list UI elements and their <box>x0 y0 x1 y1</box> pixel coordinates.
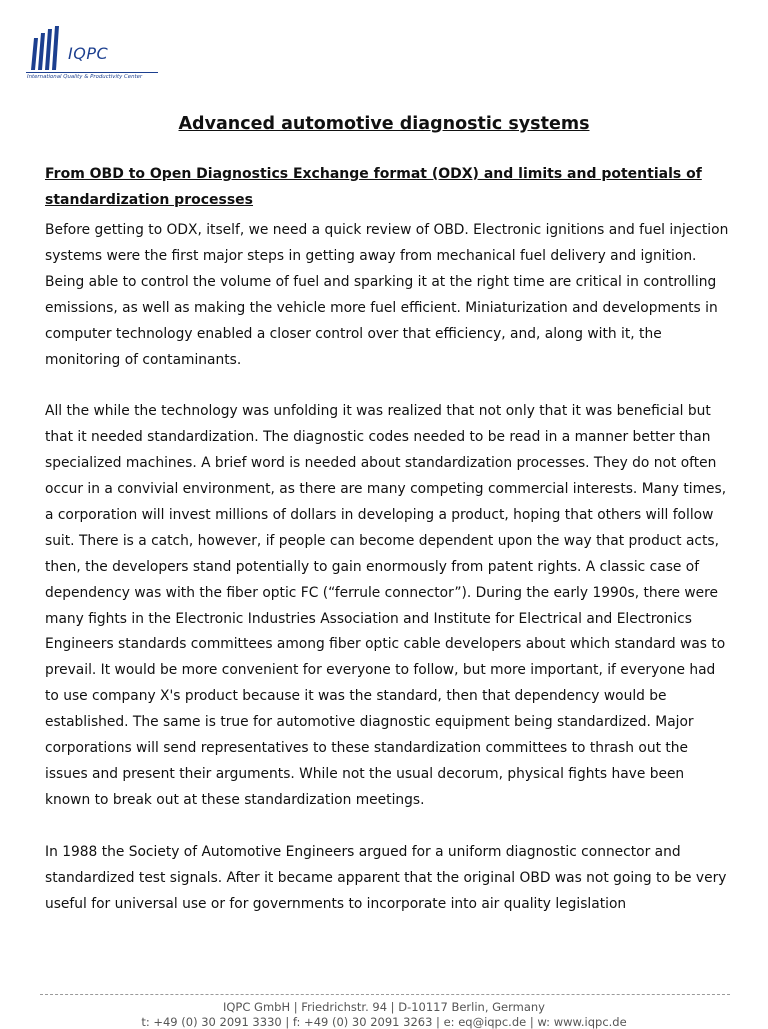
document-subtitle: From OBD to Open Diagnostics Exchange format (ODX) and limits and potentials of standardization processes <box>45 166 702 208</box>
footer-contact: t: +49 (0) 30 2091 3330 | f: +49 (0) 30 2091 3263 | e: eq@iqpc.de | w: www.iqpc.de <box>141 1015 627 1029</box>
logo-tagline: International Quality & Productivity Center <box>27 74 143 80</box>
iqpc-logo <box>26 26 166 86</box>
body-paragraph: In 1988 the Society of Automotive Engineers argued for a uniform diagnostic connector and standardized test signals. After it became apparent that the original OBD was not going to be very useful for universal use or for governments to incorporate into air quality legislation <box>45 843 727 912</box>
footer-divider <box>40 994 730 995</box>
body-paragraph: Before getting to ODX, itself, we need a quick review of OBD. Electronic ignitions and fuel injection systems were the first major steps in getting away from mechanical fuel delivery and ignition. Being able to control the volume of fuel and sparking it at the right time are critical in controlling emissions, as well as making the vehicle more fuel efficient. Miniaturization and developments in computer technology enabled a closer control over that efficiency, and, along with it, the monitoring of contaminants. <box>45 222 729 368</box>
document-body <box>45 218 731 943</box>
document-title: Advanced automotive diagnostic systems <box>178 114 590 134</box>
iqpc-logo-bars-icon <box>28 26 68 72</box>
footer-address: IQPC GmbH | Friedrichstr. 94 | D-10117 Berlin, Germany <box>222 1000 545 1014</box>
logo-wordmark: IQPC <box>68 44 109 63</box>
body-paragraph: All the while the technology was unfolding it was realized that not only that it was beneficial but that it needed standardization. The diagnostic codes needed to be read in a manner better than specialized machines. A brief word is needed about standardization processes. They do not often occur in a convivial environment, as there are many competing commercial interests. Many times, a corporation will invest millions of dollars in developing a product, hoping that others will follow suit. There is a catch, however, if people can become dependent upon the way that product acts, then, the developers stand potentially to gain enormously from patent rights. A classic case of dependency was with the fiber optic FC (“ferrule connector”). During the early 1990s, there were many fights in the Electronic Industries Association and Institute for Electrical and Electronics Engineers standards committees among fiber optic cable developers about which standard was to prevail. It would be more convenient for everyone to follow, but more important, if everyone had to use company X's product because it was the standard, then that dependency would be established. The same is true for automotive diagnostic equipment being standardized. Major corporations will send representatives to these standardization committees to thrash out the issues and present their arguments. While not the usual decorum, physical fights have been known to break out at these standardization meetings. <box>45 403 727 808</box>
logo-divider <box>26 72 158 73</box>
